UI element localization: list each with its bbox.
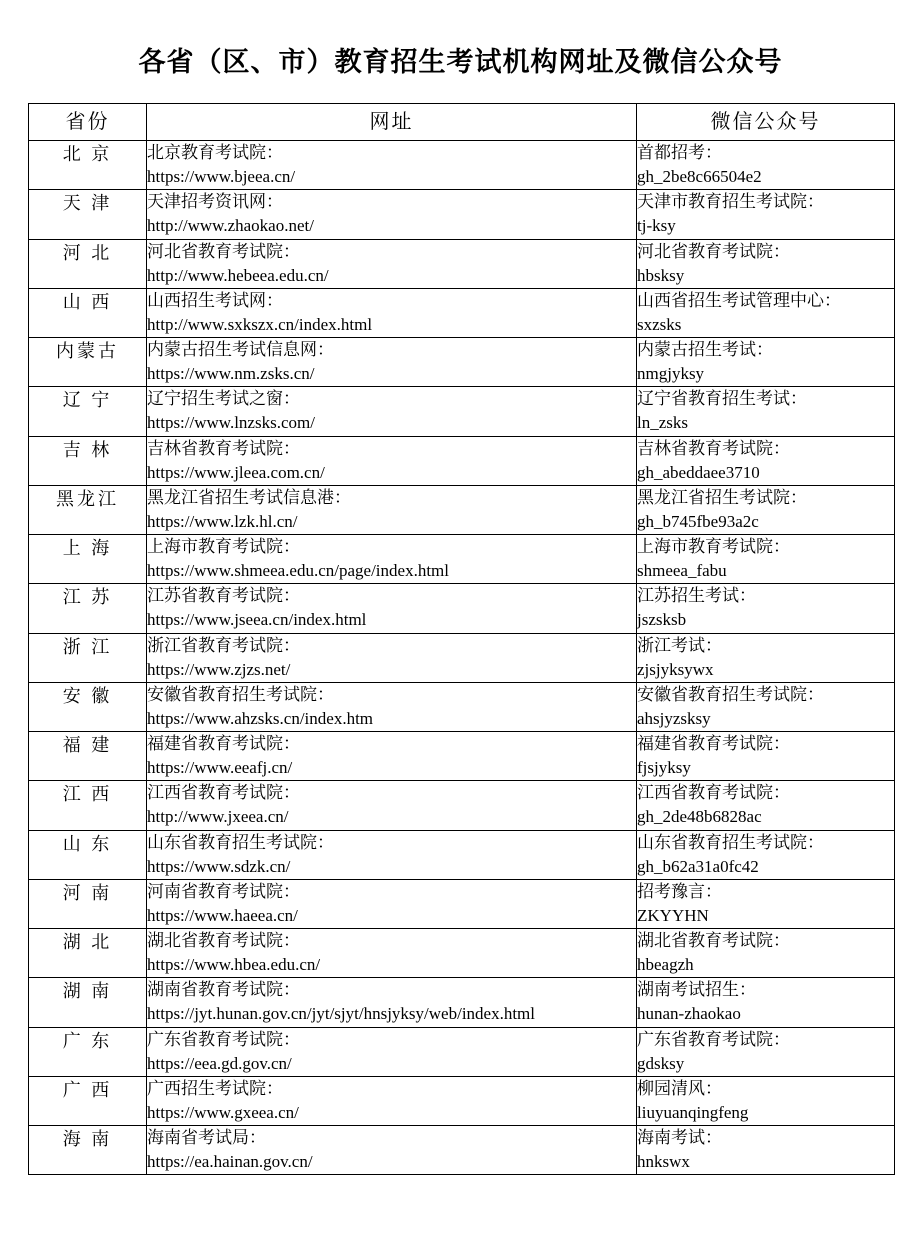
- agency-url[interactable]: https://www.zjzs.net/: [147, 659, 291, 679]
- url-cell: [147, 978, 637, 1027]
- url-cell: [147, 1027, 637, 1076]
- wechat-account-id: hnkswx: [637, 1152, 690, 1172]
- agency-name: 黑龙江省招生考试信息港：: [147, 487, 351, 507]
- province-cell: [29, 239, 147, 288]
- wechat-account-name: 吉林省教育考试院：: [637, 438, 790, 458]
- table-row: [29, 584, 895, 633]
- url-cell: [147, 436, 637, 485]
- province-name: 湖 南: [62, 981, 113, 1002]
- province-name: 辽 宁: [62, 390, 113, 411]
- wechat-cell: [637, 535, 895, 584]
- table-row: [29, 141, 895, 190]
- province-cell: [29, 338, 147, 387]
- province-name: 黑龙江: [56, 488, 119, 509]
- agency-url[interactable]: https://www.lzk.hl.cn/: [147, 511, 298, 531]
- agency-name: 辽宁招生考试之窗：: [147, 389, 300, 409]
- province-cell: [29, 929, 147, 978]
- wechat-account-name: 海南考试：: [637, 1128, 722, 1147]
- agency-name: 江西省教育考试院：: [147, 783, 300, 803]
- agency-url[interactable]: http://www.hebeea.edu.cn/: [147, 265, 329, 285]
- column-header-url: 网址: [147, 104, 637, 141]
- wechat-account-id: gh_abeddaee3710: [637, 462, 760, 482]
- province-name: 天 津: [62, 193, 113, 214]
- url-cell: [147, 485, 637, 534]
- agency-name: 河北省教育考试院：: [147, 241, 300, 261]
- province-name: 山 东: [62, 833, 113, 854]
- agency-url[interactable]: https://www.sdzk.cn/: [147, 856, 291, 876]
- table-row: [29, 485, 895, 534]
- agency-name: 福建省教育考试院：: [147, 734, 300, 753]
- wechat-account-name: 安徽省教育招生考试院：: [637, 684, 824, 704]
- wechat-account-id: hbeagzh: [637, 955, 694, 975]
- url-cell: [147, 535, 637, 584]
- wechat-cell: [637, 288, 895, 337]
- agency-url[interactable]: https://www.haeea.cn/: [147, 905, 298, 925]
- wechat-account-id: zjsjyksywx: [637, 659, 714, 679]
- url-cell: [147, 584, 637, 633]
- wechat-account-name: 柳园清风：: [637, 1078, 722, 1098]
- table-row: [29, 929, 895, 978]
- province-name: 吉 林: [62, 439, 113, 460]
- agency-url[interactable]: https://www.jleea.com.cn/: [147, 462, 325, 482]
- province-name: 安 徽: [62, 685, 113, 706]
- table-header: [29, 104, 895, 141]
- wechat-account-name: 天津市教育招生考试院：: [637, 192, 824, 212]
- agency-url[interactable]: https://jyt.hunan.gov.cn/jyt/sjyt/hnsjyksy/web/index.html: [147, 1004, 536, 1024]
- province-cell: [29, 535, 147, 584]
- province-exam-agency-table: [28, 103, 895, 1175]
- wechat-account-name: 广东省教育考试院：: [637, 1029, 790, 1049]
- wechat-cell: [637, 436, 895, 485]
- url-cell: [147, 879, 637, 928]
- wechat-account-name: 河北省教育考试院：: [637, 241, 790, 261]
- url-cell: [147, 1126, 637, 1175]
- wechat-account-id: ln_zsks: [637, 413, 688, 433]
- province-name: 广 东: [62, 1030, 113, 1051]
- url-cell: [147, 633, 637, 682]
- wechat-account-id: hunan-zhaokao: [637, 1004, 741, 1024]
- agency-name: 河南省教育考试院：: [147, 881, 300, 901]
- wechat-account-id: gdsksy: [637, 1053, 685, 1073]
- table-row: [29, 338, 895, 387]
- agency-name: 广西招生考试院：: [147, 1078, 283, 1098]
- province-cell: [29, 190, 147, 239]
- document-page: [0, 40, 921, 1259]
- table-row: [29, 1076, 895, 1125]
- url-cell: [147, 141, 637, 190]
- province-cell: [29, 781, 147, 830]
- wechat-account-name: 福建省教育考试院：: [637, 734, 790, 753]
- url-cell: [147, 190, 637, 239]
- province-name: 浙 江: [62, 636, 113, 657]
- province-cell: [29, 978, 147, 1027]
- agency-url[interactable]: https://www.nm.zsks.cn/: [147, 364, 315, 384]
- province-name: 福 建: [62, 735, 113, 755]
- province-cell: [29, 584, 147, 633]
- table-row: [29, 535, 895, 584]
- wechat-account-id: sxzsks: [637, 314, 682, 334]
- agency-url[interactable]: http://www.sxkszx.cn/index.html: [147, 314, 373, 334]
- wechat-account-id: gh_2de48b6828ac: [637, 807, 762, 827]
- agency-url[interactable]: https://www.bjeea.cn/: [147, 167, 296, 187]
- wechat-cell: [637, 682, 895, 731]
- table-row: [29, 633, 895, 682]
- agency-name: 江苏省教育考试院：: [147, 586, 300, 606]
- wechat-account-id: ZKYYHN: [637, 905, 709, 925]
- province-cell: [29, 1027, 147, 1076]
- wechat-account-id: tj-ksy: [637, 216, 676, 236]
- agency-url[interactable]: https://www.lnzsks.com/: [147, 413, 315, 433]
- agency-url[interactable]: https://www.hbea.edu.cn/: [147, 955, 321, 975]
- wechat-account-name: 山西省招生考试管理中心：: [637, 290, 841, 310]
- wechat-cell: [637, 732, 895, 781]
- table-row: [29, 436, 895, 485]
- wechat-cell: [637, 1076, 895, 1125]
- page-title: 各省（区、市）教育招生考试机构网址及微信公众号: [138, 47, 783, 77]
- agency-name: 湖南省教育考试院：: [147, 980, 300, 1000]
- table-row: [29, 978, 895, 1027]
- wechat-account-name: 上海市教育考试院：: [637, 537, 790, 556]
- table-row: [29, 288, 895, 337]
- wechat-cell: [637, 879, 895, 928]
- wechat-account-name: 内蒙古招生考试：: [637, 340, 773, 359]
- wechat-cell: [637, 781, 895, 830]
- table-header-row: [29, 104, 895, 141]
- agency-url[interactable]: https://eea.gd.gov.cn/: [147, 1053, 292, 1073]
- url-cell: [147, 732, 637, 781]
- province-cell: [29, 732, 147, 781]
- wechat-cell: [637, 141, 895, 190]
- agency-name: 北京教育考试院：: [147, 143, 283, 162]
- table-row: [29, 1126, 895, 1175]
- wechat-account-id: fjsjyksy: [637, 758, 691, 778]
- table-row: [29, 1027, 895, 1076]
- agency-url[interactable]: https://www.eeafj.cn/: [147, 758, 293, 778]
- wechat-account-id: ahsjyzsksy: [637, 708, 711, 728]
- wechat-account-name: 辽宁省教育招生考试：: [637, 389, 807, 409]
- wechat-cell: [637, 1126, 895, 1175]
- province-cell: [29, 288, 147, 337]
- agency-url[interactable]: http://www.jxeea.cn/: [147, 807, 289, 827]
- agency-url[interactable]: https://ea.hainan.gov.cn/: [147, 1152, 313, 1172]
- province-cell: [29, 633, 147, 682]
- province-name: 河 北: [62, 242, 113, 263]
- wechat-account-name: 湖北省教育考试院：: [637, 931, 790, 950]
- wechat-account-id: liuyuanqingfeng: [637, 1102, 749, 1122]
- url-cell: [147, 682, 637, 731]
- wechat-cell: [637, 830, 895, 879]
- wechat-account-name: 浙江考试：: [637, 635, 722, 655]
- agency-name: 海南省考试局：: [147, 1128, 266, 1147]
- wechat-account-name: 黑龙江省招生考试院：: [637, 487, 807, 507]
- agency-url[interactable]: https://www.ahzsks.cn/index.htm: [147, 708, 374, 728]
- province-name: 广 西: [62, 1079, 113, 1100]
- province-name: 江 西: [62, 784, 113, 805]
- wechat-cell: [637, 338, 895, 387]
- agency-name: 浙江省教育考试院：: [147, 635, 300, 655]
- agency-url[interactable]: https://www.shmeea.edu.cn/page/index.html: [147, 561, 449, 581]
- url-cell: [147, 288, 637, 337]
- table-row: [29, 682, 895, 731]
- province-name: 海 南: [62, 1129, 113, 1149]
- province-cell: [29, 387, 147, 436]
- wechat-account-id: nmgjyksy: [637, 364, 705, 384]
- wechat-account-name: 湖南考试招生：: [637, 980, 756, 1000]
- table-row: [29, 387, 895, 436]
- wechat-cell: [637, 929, 895, 978]
- column-header-wechat: 微信公众号: [637, 104, 895, 141]
- wechat-cell: [637, 239, 895, 288]
- agency-url[interactable]: https://www.gxeea.cn/: [147, 1102, 299, 1122]
- agency-name: 内蒙古招生考试信息网：: [147, 340, 334, 359]
- province-name: 山 西: [62, 291, 113, 312]
- url-cell: [147, 830, 637, 879]
- province-cell: [29, 1126, 147, 1175]
- province-name: 内蒙古: [56, 341, 119, 361]
- table-row: [29, 190, 895, 239]
- agency-name: 安徽省教育招生考试院：: [147, 684, 334, 704]
- agency-url[interactable]: https://www.jseea.cn/index.html: [147, 610, 367, 630]
- url-cell: [147, 387, 637, 436]
- agency-name: 吉林省教育考试院：: [147, 438, 300, 458]
- agency-name: 广东省教育考试院：: [147, 1029, 300, 1049]
- agency-name: 天津招考资讯网：: [147, 192, 283, 212]
- agency-name: 湖北省教育考试院：: [147, 931, 300, 950]
- province-cell: [29, 141, 147, 190]
- agency-name: 上海市教育考试院：: [147, 537, 300, 556]
- wechat-cell: [637, 633, 895, 682]
- table-body: [29, 141, 895, 1175]
- agency-url[interactable]: http://www.zhaokao.net/: [147, 216, 314, 236]
- wechat-cell: [637, 190, 895, 239]
- url-cell: [147, 781, 637, 830]
- table-row: [29, 781, 895, 830]
- province-name: 江 苏: [62, 587, 113, 608]
- province-name: 上 海: [62, 538, 113, 558]
- table-row: [29, 879, 895, 928]
- wechat-account-name: 首都招考：: [637, 143, 722, 162]
- province-cell: [29, 682, 147, 731]
- wechat-account-id: gh_b745fbe93a2c: [637, 511, 759, 531]
- column-header-province: 省份: [29, 104, 147, 141]
- agency-name: 山东省教育招生考试院：: [147, 832, 334, 852]
- wechat-account-id: gh_b62a31a0fc42: [637, 856, 759, 876]
- wechat-account-id: shmeea_fabu: [637, 561, 727, 581]
- wechat-account-id: hbsksy: [637, 265, 685, 285]
- url-cell: [147, 338, 637, 387]
- wechat-account-id: gh_2be8c66504e2: [637, 167, 762, 187]
- province-cell: [29, 830, 147, 879]
- province-cell: [29, 436, 147, 485]
- table-row: [29, 830, 895, 879]
- agency-name: 山西招生考试网：: [147, 290, 283, 310]
- table-row: [29, 239, 895, 288]
- wechat-cell: [637, 978, 895, 1027]
- url-cell: [147, 1076, 637, 1125]
- province-cell: [29, 879, 147, 928]
- wechat-account-name: 招考豫言：: [637, 881, 722, 901]
- wechat-account-name: 山东省教育招生考试院：: [637, 832, 824, 852]
- province-name: 河 南: [62, 882, 113, 903]
- province-name: 湖 北: [62, 932, 113, 952]
- province-cell: [29, 485, 147, 534]
- wechat-account-name: 江西省教育考试院：: [637, 783, 790, 803]
- province-name: 北 京: [62, 144, 113, 164]
- province-cell: [29, 1076, 147, 1125]
- wechat-cell: [637, 584, 895, 633]
- wechat-account-id: jszsksb: [637, 610, 687, 630]
- url-cell: [147, 239, 637, 288]
- wechat-account-name: 江苏招生考试：: [637, 586, 756, 606]
- url-cell: [147, 929, 637, 978]
- wechat-cell: [637, 485, 895, 534]
- table-row: [29, 732, 895, 781]
- wechat-cell: [637, 387, 895, 436]
- wechat-cell: [637, 1027, 895, 1076]
